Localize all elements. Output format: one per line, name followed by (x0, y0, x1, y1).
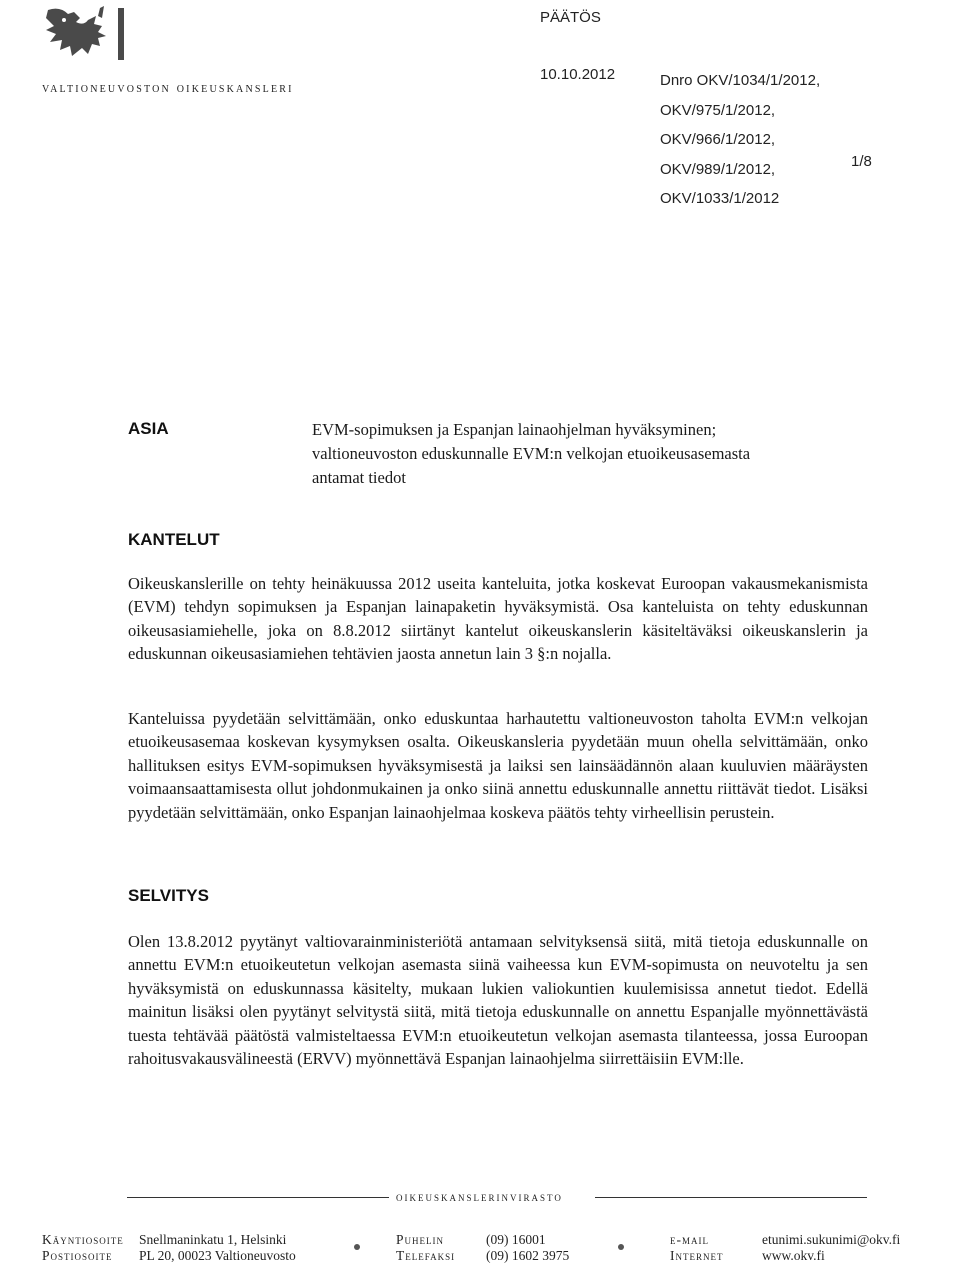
selvitys-heading: SELVITYS (128, 886, 209, 905)
diary-number: OKV/966/1/2012, (660, 131, 776, 148)
diary-number: Dnro OKV/1034/1/2012, (660, 72, 821, 89)
footer-phone-value: (09) 16001 (486, 1232, 546, 1247)
footer-postal-label: Postiosoite (42, 1248, 113, 1263)
diary-number: OKV/1033/1/2012 (660, 190, 780, 207)
kantelut-paragraph-2: Kanteluissa pyydetään selvittämään, onko eduskuntaa harhautettu valtioneuvoston taholta EVM:n velkojan etuoikeusasemaa koskevan kysymyksen osalta. Oikeuskansleria pyydetään muun ohella selvittämään, onko hallituksen esitys EVM-sopimuksen hyväksymisestä ja laiksi sen lainsäädännön alaan kuuluvien määräysten voimaansaattamisesta ollut johdonmukainen ja onko siinä annettu eduskunnalle annettu riittävät tiedot. Lisäksi pyydetään selvittämään, onko Espanjan lainaohjelmaa koskeva päätös tehty virheellisin perustein. (128, 709, 868, 822)
kantelut-heading: KANTELUT (128, 530, 220, 549)
document-date: 10.10.2012 (540, 66, 616, 83)
asia-line: EVM-sopimuksen ja Espanjan lainaohjelman hyväksyminen; (312, 420, 717, 439)
footer-internet-label: Internet (670, 1248, 724, 1263)
diary-number: OKV/975/1/2012, (660, 101, 776, 119)
footer-divider (127, 1197, 389, 1198)
kantelut-paragraph-1: Oikeuskanslerille on tehty heinäkuussa 2012 useita kanteluita, jotka koskevat Euroopan vakausmekanismista (EVM) tehdyn sopimuksen ja Espanjan lainapaketin hyväksymistä. Osa kanteluista on tehty eduskunnan oikeusasiamiehelle, joka on 8.8.2012 siirtänyt kantelut oikeuskanslerin käsiteltäväksi oikeuskanslerin ja eduskunnan oikeusasiamiehen tehtävien jaosta annetun lain 3 §:n nojalla. (128, 574, 868, 664)
footer-fax-label: Telefaksi (396, 1248, 456, 1263)
selvitys-paragraph-1: Olen 13.8.2012 pyytänyt valtiovarainministeriötä antamaan selvityksensä siitä, mitä tietoja eduskunnalle on annettu EVM:n etuoikeutetun velkojan asemasta siinä vaiheessa kun EVM-sopimusta on neuvoteltu ja sen hyväksymistä on eduskunnassa käsitelty, mukaan lukien valiokuntien kuulemisissa annetut tiedot. Edellä mainitun lisäksi olen pyytänyt selvitystä siitä, mitä tietoja eduskunnalle on annettu Espanjalle myönnettävästä tuesta tehtävää päätöstä valmisteltaessa EVM:n etuoikeutetun velkojan asemasta tilanteessa, jossa Euroopan rahoitusvakausvälineestä (ERVV) myönnettävä Espanjan lainaohjelma siirrettäisiin EVM:lle. (128, 932, 868, 1069)
coat-of-arms-lion-icon (40, 4, 130, 64)
footer-email-label: e-mail (670, 1232, 709, 1247)
bullet-dot-icon (618, 1244, 624, 1250)
footer-visiting-label: Käyntiosoite (42, 1232, 124, 1247)
diary-numbers (660, 66, 820, 214)
footer-postal-value: PL 20, 00023 Valtioneuvosto (139, 1248, 296, 1263)
asia-line: antamat tiedot (312, 468, 406, 487)
asia-line: valtioneuvoston eduskunnalle EVM:n velkojan etuoikeusasemasta (312, 444, 751, 463)
footer-phone-label: Puhelin (396, 1232, 444, 1247)
asia-subject (312, 418, 872, 490)
footer-visiting-value: Snellmaninkatu 1, Helsinki (139, 1232, 287, 1247)
footer-office-name: oikeuskanslerinvirasto (396, 1189, 563, 1204)
document-type: PÄÄTÖS (540, 9, 601, 26)
footer-internet-value[interactable]: www.okv.fi (762, 1248, 825, 1263)
asia-heading: ASIA (128, 419, 169, 438)
diary-number: OKV/989/1/2012, (660, 160, 776, 178)
page-number: 1/8 (851, 153, 872, 170)
footer-email-value[interactable]: etunimi.sukunimi@okv.fi (762, 1232, 901, 1247)
footer-fax-value: (09) 1602 3975 (486, 1248, 570, 1263)
organization-name: valtioneuvoston oikeuskansleri (42, 80, 294, 96)
bullet-dot-icon (354, 1244, 360, 1250)
footer-divider (595, 1197, 867, 1198)
